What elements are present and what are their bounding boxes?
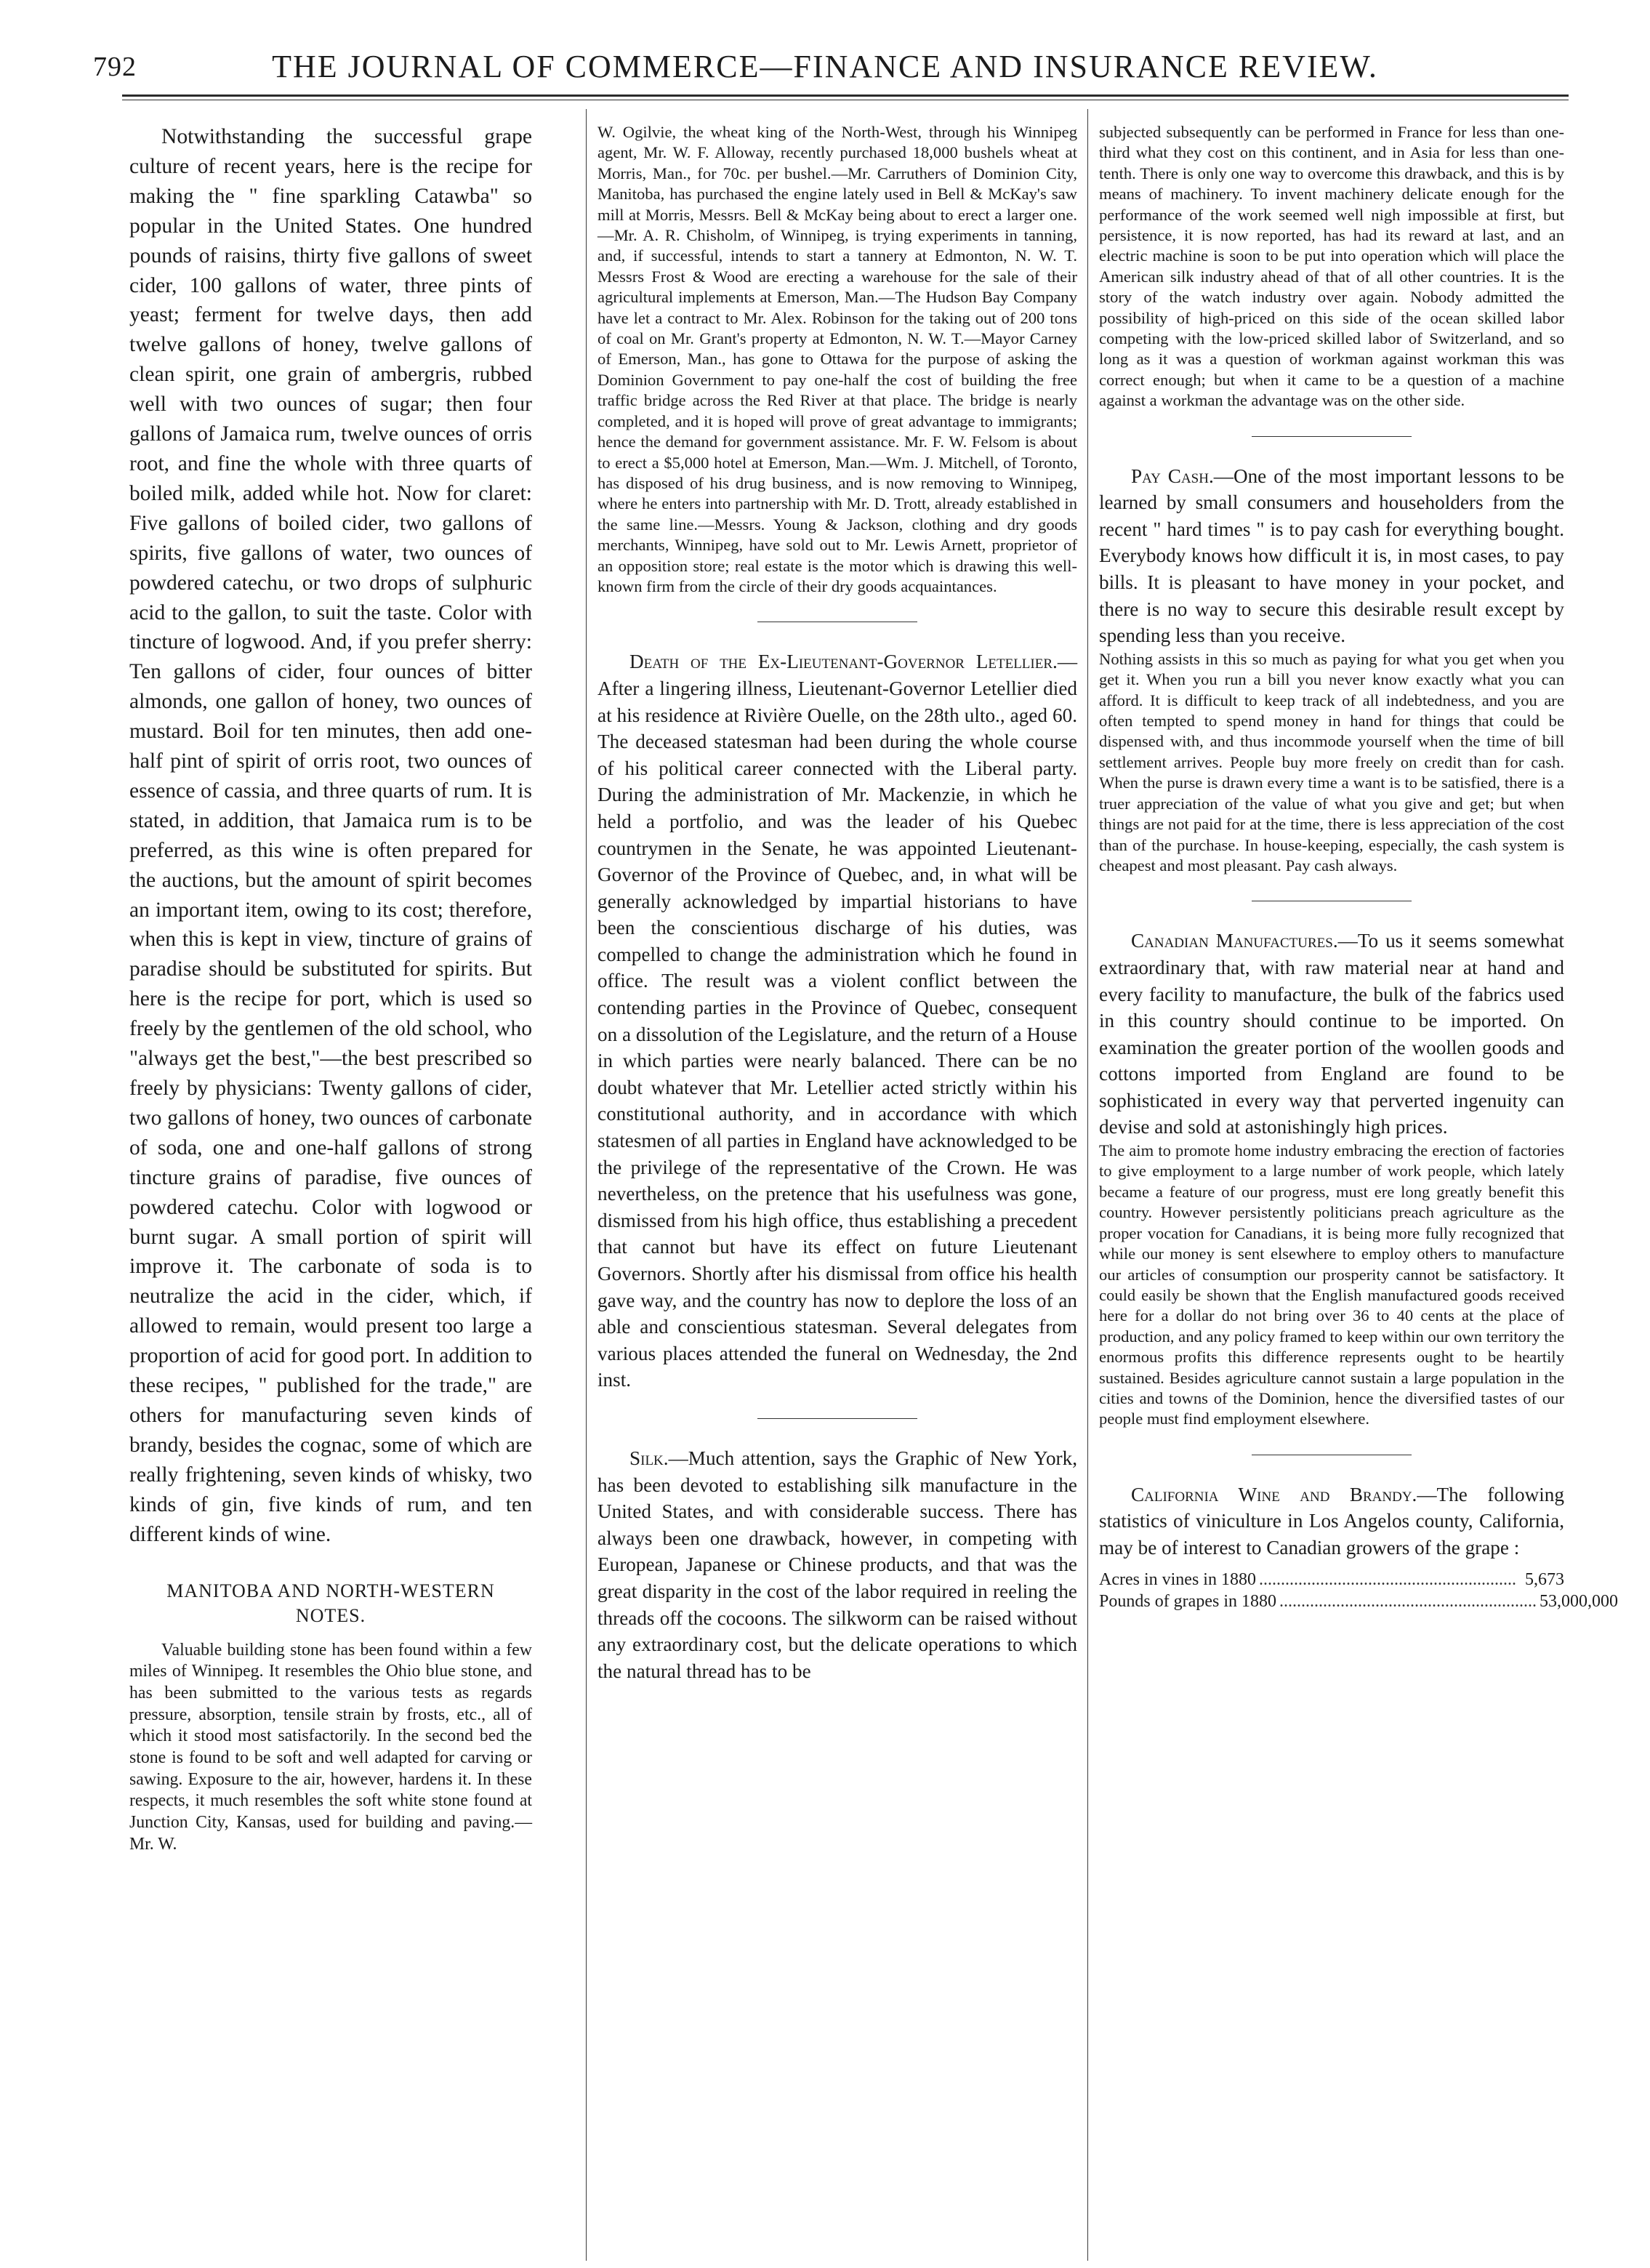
pay-cash-article-rest: Nothing assists in this so much as paying for what you get when you get it. When you run a bill you never know exactly what you can afford. It is difficult to keep track of all indebtedness, and you are often tempted to spend money in hand for things that could be dispensed with, and thus incommode yourself when the time of bill settlement arrives. People buy more freely on credit than for cash. When the purse is drawn every time a want is to be satisfied, there is a truer appreciation of the value of what you give and get; but when things are not paid for at the time, there is less appreciation of the cost than of the purchase. In house-keeping, especially, the cash system is cheapest and most pleasant. Pay cash always. xyxy=(1099,649,1564,874)
viniculture-stats xyxy=(1099,1569,1618,1612)
wine-recipes-article: Notwithstanding the successful grape culture of recent years, here is the recipe for making the " fine sparkling Catawba" so popular in the United States. One hundred pounds of raisins, thirty five gallons of sweet cider, 100 gallons of water, three pints of yeast; ferment for twelve days, then add twelve gallons of honey, twelve gallons of clean spirit, one grain of ambergris, rubbed well with two ounces of sugar; then four gallons of Jamaica rum, twelve ounces of orris root, and fine the whole with three quarts of boiled milk, added while hot. Now for claret: Five gallons of boiled cider, two gallons of spirits, five gallons of water, two ounces of powdered catechu, or two drops of sulphuric acid to the gallon, to suit the taste. Color with tincture of logwood. And, if you prefer sherry: Ten gallons of cider, four ounces of bitter almonds, one gallon of honey, two ounces of mustard. Boil for ten minutes, then add one-half pint of spirit of orris root, two ounces of essence of cassia, and three quarts of rum. It is stated, in addition, that Jamaica rum is to be preferred, as this wine is often prepared for the auctions, but the amount of spirit becomes an important item, owing to its cost; therefore, when this is kept in view, tincture of grains of paradise should be substituted for spirits. But here is the recipe for port, which is used so freely by the gentlemen of the old school, who "always get the best,"—the best prescribed so freely by physicians: Twenty gallons of cider, two gallons of honey, two ounces of carbonate of soda, one and one-half gallons of strong tincture grains of paradise, five ounces of powdered catechu. Color with logwood or burnt sugar. A small portion of spirit will improve it. The carbonate of soda is to neutralize the acid in the cider, which, if allowed to remain, would present too large a proportion of acid for good port. In addition to these recipes, " published for the trade," are others for manufacturing seven kinds of brandy, besides the cognac, some of which are really frightening, seven kinds of whisky, two kinds of gin, five kinds of rum, and ten different kinds of wine. xyxy=(129,125,532,1546)
column-1 xyxy=(129,122,532,1856)
manitoba-notes-continued: W. Ogilvie, the wheat king of the North-West, through his Winnipeg agent, Mr. W. F. Alloway, recently purchased 18,000 bushels wheat at Morris, Man., for 70c. per bushel.—Mr. Carruthers of Dominion City, Manitoba, has purchased the engine lately used in Bell & McKay's saw mill at Morris, Messrs. Bell & McKay being about to erect a larger one.—Mr. A. R. Chisholm, of Winnipeg, is trying experiments in tanning, and, if successful, intends to start a tannery at Edmonton, N. W. T. Messrs Frost & Wood are erecting a warehouse for the sale of their agricultural implements at Emerson, Man.—The Hudson Bay Company have let a contract to Mr. Alex. Robinson for the taking out of 200 tons of coal on Mr. Grant's property at Edmonton, N. W. T.—Mayor Carney of Emerson, Man., has gone to Ottawa for the purpose of asking the Dominion Government to pay one-half the cost of building the free traffic bridge across the Red River at that place. The bridge is nearly completed, and it is hoped will prove of great advantage to immigrants; hence the demand for government assistance. Mr. F. W. Felsom is about to erect a $5,000 hotel at Emerson, Man.—Wm. J. Mitchell, of Toronto, has disposed of his drug business, and is now removing to Winnipeg, where he enters into partnership with Mr. D. Trott, already established in the same line.—Messrs. Young & Jackson, clothing and dry goods merchants, Winnipeg, have sold out to Mr. Lewis Arnett, proprietor of an opposition store; real estate is the motor which is drawing this well-known firm from the circle of their dry goods acquaintances. xyxy=(597,123,1077,595)
page-number: 792 xyxy=(93,52,137,82)
california-article xyxy=(1099,1481,1564,1561)
silk-heading: Silk. xyxy=(629,1447,669,1469)
manitoba-heading: MANITOBA AND NORTH-WESTERN NOTES. xyxy=(166,1580,495,1626)
stats-label: Pounds of grapes in 1880 xyxy=(1099,1591,1276,1611)
article-divider xyxy=(757,1418,917,1419)
california-heading: California Wine and Brandy. xyxy=(1131,1483,1417,1505)
leader-dots: ........................................................... xyxy=(1279,1591,1537,1611)
journal-title: THE JOURNAL OF COMMERCE—FINANCE AND INSURANCE REVIEW. xyxy=(272,49,1378,84)
manitoba-notes-article: Valuable building stone has been found within a few miles of Winnipeg. It resembles the Ohio blue stone, and has been submitted to the various tests as regards pressure, absorption, tensile strain by frosts, etc., all of which it stood most satisfactorily. In the second bed the stone is found to be soft and well adapted for carving or sawing. Exposure to the air, however, hardens it. In these respects, it much resembles the soft white stone found at Junction City, Kansas, used for building and paving.—Mr. W. xyxy=(129,1640,532,1854)
column-separator xyxy=(1087,109,1088,2261)
letellier-heading: Death of the Ex-Lieutenant-Governor Letellier. xyxy=(629,651,1058,673)
canadian-manufactures-article-rest: The aim to promote home industry embracing the erection of factories to give employment to a large number of work people, which lately became a feature of our progress, must ere long greatly benefit this country. However persistently politicians preach agriculture as the proper vocation for Canadians, it is being more fully recognized that while our money is sent elsewhere to employ others to manufacture our articles of consumption our prosperity cannot be satisfactory. It could easily be shown that the English manufactured goods received here for a dollar do not bring over 36 to 40 cents at the place of production, and any policy framed to keep within our own territory the enormous profits this difference represents ought to be heartily sustained. Besides agriculture cannot sustain a large population in the cities and towns of the Dominion, hence the diversified tastes of our people must find employment elsewhere. xyxy=(1099,1141,1564,1428)
pay-cash-heading: Pay Cash. xyxy=(1131,465,1214,487)
stats-row xyxy=(1099,1569,1564,1591)
stats-value: 5,673 xyxy=(1525,1569,1564,1589)
leader-dots: ........................................................... xyxy=(1258,1569,1516,1589)
pay-cash-text: —One of the most important lessons to be learned by small consumers and householders from the recent " hard times " is to pay cash for everything bought. Everybody knows how difficult it is, in most cases, to pay bills. It is pleasant to have money in your pocket, and there is no way to secure this desirable result except by spending less than you receive. xyxy=(1099,465,1564,647)
column-3 xyxy=(1099,122,1618,1612)
silk-article xyxy=(597,1445,1077,1684)
letellier-text: —After a lingering illness, Lieutenant-Governor Letellier died at his residence at Rivière Ouelle, on the 28th ulto., aged 60. The deceased statesman had been during the whole course of his political career connected with the Liberal party. During the administration of Mr. Mackenzie, in which he held a portfolio, and was the leader of his Quebec countrymen in the Senate, he was appointed Lieutenant-Governor of the Province of Quebec, and, in what will be generally acknowledged by impartial historians to have been the conscientious discharge of his duties, was compelled to change the administration which he found in office. The result was a violent conflict between the contending parties in the Province of Quebec, consequent on a dissolution of the Legislature, and the return of a House in which parties were nearly balanced. There can be no doubt whatever that Mr. Letellier acted strictly within his constitutional authority, and in accordance with which statesmen of all parties in England have acknowledged to be the privilege of the representative of the Crown. He was nevertheless, on the pretence that his usefulness was gone, dismissed from his high office, thus establishing a precedent that cannot but have its effect on future Lieutenant Governors. Shortly after his dismissal from office his health gave way, and the country has now to deplore the loss of an able and conscientious statesman. Several delegates from various places attended the funeral on Wednesday, the 2nd inst. xyxy=(597,651,1077,1391)
column-separator xyxy=(586,109,587,2261)
silk-article-continued: subjected subsequently can be performed in France for less than one-third what they cost on this continent, and in Asia for less than one-tenth. There is only one way to overcome this drawback, and this is by means of machinery. To invent machinery delicate enough for the performance of the work seemed well nigh impossible at first, but persistence, it is now reported, has had its reward at last, and an electric machine is soon to be put into operation which will place the American silk industry ahead of that of all other countries. It is the story of the watch industry over again. Nobody admitted the possibility of high-priced on this side of the ocean skilled labor competing with the low-priced skilled labor of Switzerland, and so long as it was a question of workman against workman this was correct enough; but when it came to be a question of a machine against a workman the advantage was on the other side. xyxy=(1099,123,1564,410)
stats-row xyxy=(1099,1591,1618,1612)
header-rule xyxy=(122,94,1569,100)
canadian-manufactures-article xyxy=(1099,928,1564,1141)
article-divider xyxy=(1252,436,1412,437)
stats-value: 53,000,000 xyxy=(1539,1591,1618,1611)
letellier-article xyxy=(597,648,1077,1394)
stats-label: Acres in vines in 1880 xyxy=(1099,1569,1256,1589)
column-2 xyxy=(597,122,1077,1684)
canadian-manufactures-text: —To us it seems somewhat extraordinary that, with raw material near at hand and every facility to manufacture, the bulk of the fabrics used in this country should continue to be imported. On examination the greater portion of the woollen goods and cottons imported from England are found to be sophisticated in every way that perverted ingenuity can devise and sold at astonishingly high prices. xyxy=(1099,930,1564,1138)
california-text: —The following statistics of viniculture in Los Angelos county, California, may be of interest to Canadian growers of the grape : xyxy=(1099,1483,1564,1559)
canadian-manufactures-heading: Canadian Manufactures. xyxy=(1131,930,1338,952)
pay-cash-article xyxy=(1099,463,1564,649)
silk-text: —Much attention, says the Graphic of New York, has been devoted to establishing silk manufacture in the United States, and with considerable success. There has always been one drawback, however, in competing with European, Japanese or Chinese products, and that was the great disparity in the cost of the labor required in reeling the threads off the cocoons. The silkworm can be raised without any extraordinary cost, but the delicate operations to which the natural thread has to be xyxy=(597,1447,1077,1682)
